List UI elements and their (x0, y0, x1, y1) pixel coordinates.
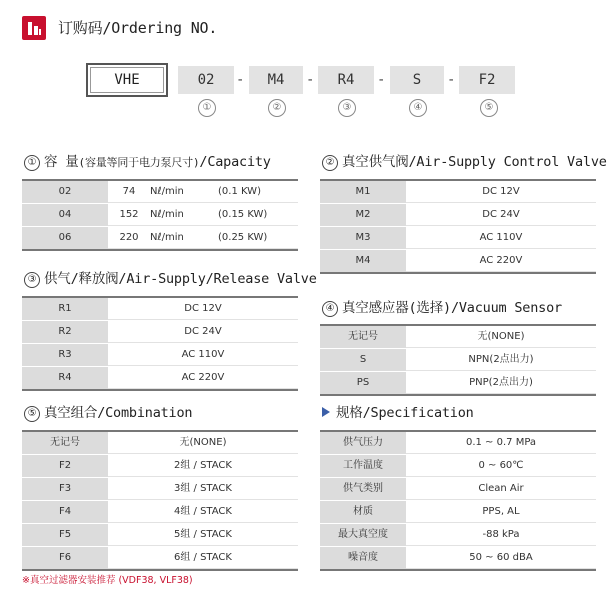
section-title-supply-valve: ② 真空供气阀/Air-Supply Control Valve (322, 153, 607, 171)
table-row: 供气类别 Clean Air (320, 478, 596, 501)
code-marker: ② (268, 99, 286, 117)
brand-logo-icon (22, 16, 46, 40)
code-dash: - (447, 72, 456, 88)
section-number: ① (24, 155, 40, 171)
table-row: M3 AC 110V (320, 227, 596, 250)
section-number: ③ (24, 272, 40, 288)
table-row: R2 DC 24V (22, 321, 298, 344)
code-prefix: VHE (86, 63, 168, 97)
table-row: 无记号 无(NONE) (22, 432, 298, 455)
section-title-release-valve: ③ 供气/释放阀/Air-Supply/Release Valve (24, 270, 317, 288)
combination-table (22, 430, 298, 571)
section-title-combination: ⑤ 真空组合/Combination (24, 404, 192, 422)
section-title-specification: 规格/Specification (322, 404, 474, 422)
code-marker: ⑤ (480, 99, 498, 117)
table-row: 工作温度 0 ~ 60℃ (320, 455, 596, 478)
code-dash: - (377, 72, 386, 88)
table-row: 06 220 Nℓ/min (0.25 KW) (22, 227, 298, 249)
table-row: 最大真空度 -88 kPa (320, 524, 596, 547)
code-marker: ④ (409, 99, 427, 117)
specification-table (320, 430, 596, 571)
code-part-release-valve: R4 (318, 66, 374, 94)
table-row: F2 2组 / STACK (22, 455, 298, 478)
release-valve-table (22, 296, 298, 391)
code-part-sensor: S (390, 66, 444, 94)
table-row: 02 74 Nℓ/min (0.1 KW) (22, 181, 298, 204)
section-title-vacuum-sensor: ④ 真空感应器(选择)/Vacuum Sensor (322, 299, 562, 317)
page-title: 订购码/Ordering NO. (58, 19, 218, 37)
section-number: ⑤ (24, 406, 40, 422)
section-number: ④ (322, 301, 338, 317)
footnote: ※真空过滤器安装推荐 (VDF38, VLF38) (22, 575, 193, 586)
table-row: F4 4组 / STACK (22, 501, 298, 524)
supply-valve-table (320, 179, 596, 274)
code-dash: - (306, 72, 315, 88)
code-dash: - (236, 72, 245, 88)
triangle-bullet-icon (322, 407, 330, 417)
table-row: M4 AC 220V (320, 250, 596, 272)
section-number: ② (322, 155, 338, 171)
table-row: R4 AC 220V (22, 367, 298, 389)
code-part-supply-valve: M4 (249, 66, 303, 94)
table-row: M1 DC 12V (320, 181, 596, 204)
code-part-capacity: 02 (178, 66, 234, 94)
table-row: 04 152 Nℓ/min (0.15 KW) (22, 204, 298, 227)
table-row: 材质 PPS, AL (320, 501, 596, 524)
table-row: 噪音度 50 ~ 60 dBA (320, 547, 596, 569)
table-row: F6 6组 / STACK (22, 547, 298, 569)
code-marker: ③ (338, 99, 356, 117)
section-title-capacity: ① 容 量(容量等同于电力泵尺寸)/Capacity (24, 153, 271, 172)
code-part-combination: F2 (459, 66, 515, 94)
code-marker: ① (198, 99, 216, 117)
table-row: R3 AC 110V (22, 344, 298, 367)
table-row: S NPN(2点出力) (320, 349, 596, 372)
vacuum-sensor-table (320, 324, 596, 396)
table-row: PS PNP(2点出力) (320, 372, 596, 394)
table-row: M2 DC 24V (320, 204, 596, 227)
table-row: 供气压力 0.1 ~ 0.7 MPa (320, 432, 596, 455)
capacity-table (22, 179, 298, 251)
table-row: F3 3组 / STACK (22, 478, 298, 501)
table-row: F5 5组 / STACK (22, 524, 298, 547)
table-row: R1 DC 12V (22, 298, 298, 321)
table-row: 无记号 无(NONE) (320, 326, 596, 349)
